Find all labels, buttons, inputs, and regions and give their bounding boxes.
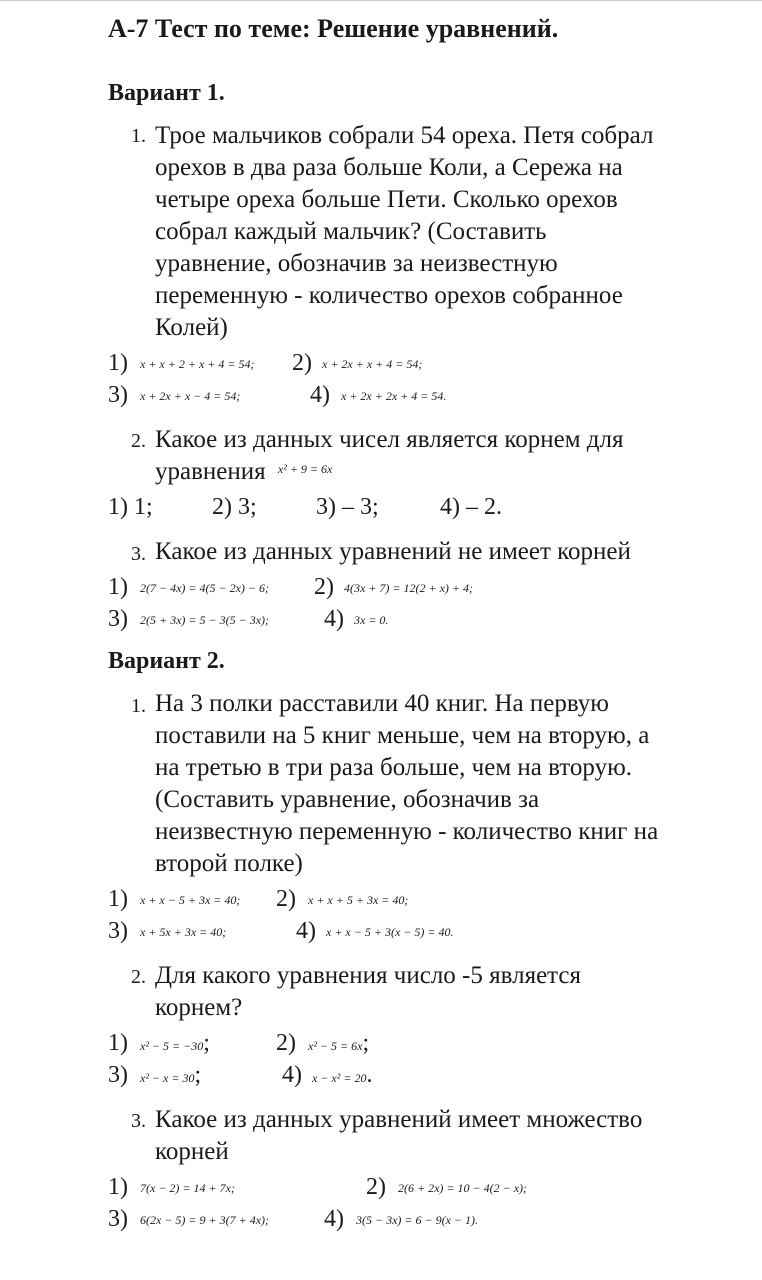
question-number: 3. <box>131 1110 146 1132</box>
option-number: 4) <box>324 1206 344 1232</box>
option-equation: x + x − 5 + 3x = 40; <box>140 893 241 907</box>
question-number: 1. <box>131 695 146 717</box>
option-equation: x − x² = 20. <box>312 1062 373 1088</box>
option-equation: x² − 5 = −30; <box>140 1030 210 1056</box>
option-equation: 7(x − 2) = 14 + 7x; <box>140 1181 235 1195</box>
option-equation: x + 2x + x − 4 = 54; <box>140 389 241 403</box>
option-equation: x² − x = 30; <box>140 1062 202 1088</box>
option-equation: 3(5 − 3x) = 6 − 9(x − 1). <box>356 1213 479 1227</box>
option-equation: 4(3x + 7) = 12(2 + x) + 4; <box>344 581 474 595</box>
option-equation: x + x + 5 + 3x = 40; <box>308 893 409 907</box>
option-text: 1) 1; <box>108 494 153 520</box>
option-text: 3) – 3; <box>316 494 379 520</box>
option-text: 2) 3; <box>212 494 257 520</box>
option-number: 4) <box>310 382 330 408</box>
option-equation: 2(7 − 4x) = 4(5 − 2x) − 6; <box>140 581 270 595</box>
option-equation: 3x = 0. <box>354 613 389 627</box>
option-number: 3) <box>108 382 128 408</box>
option-number: 3) <box>108 606 128 632</box>
question-text: Какое из данных чисел является корнем для уравнения $^{x^2 + 9 = 6x}$ <box>155 426 624 485</box>
option-number: 4) <box>296 918 316 944</box>
option-number: 3) <box>108 1206 128 1232</box>
option-equation: 6(2x − 5) = 9 + 3(7 + 4x); <box>140 1213 270 1227</box>
option-text: 4) – 2. <box>440 494 502 520</box>
question-text: Какое из данных уравнений имеет множество корней <box>155 1106 643 1165</box>
option-number: 1) <box>108 886 128 912</box>
variant-1-heading: Вариант 1. <box>108 80 225 106</box>
option-number: 1) <box>108 350 128 376</box>
option-equation: 2(6 + 2x) = 10 − 4(2 − x); <box>398 1181 528 1195</box>
option-equation: x + x + 2 + x + 4 = 54; <box>140 357 255 371</box>
option-number: 4) <box>282 1062 302 1088</box>
option-equation: x + x − 5 + 3(x − 5) = 40. <box>326 925 454 939</box>
question-number: 3. <box>131 543 146 565</box>
variant-2-heading: Вариант 2. <box>108 648 225 674</box>
option-equation: x² − 5 = 6x; <box>308 1030 370 1056</box>
option-number: 2) <box>366 1174 386 1200</box>
option-number: 2) <box>276 886 296 912</box>
question-number: 2. <box>131 430 146 452</box>
option-equation: x + 2x + 2x + 4 = 54. <box>341 389 447 403</box>
option-number: 3) <box>108 1062 128 1088</box>
option-number: 3) <box>108 918 128 944</box>
option-number: 1) <box>108 1174 128 1200</box>
question-text: Трое мальчиков собрали 54 ореха. Петя собрал орехов в два раза больше Коли, а Сережа на четыре ореха больше Пети. Сколько орехов собрал каждый мальчик? (Составить уравнение, обозначив за неизвестную переменную - количество орехов собранное Колей) <box>155 122 654 341</box>
option-number: 1) <box>108 574 128 600</box>
page-title: А-7 Тест по теме: Решение уравнений. <box>108 14 559 43</box>
option-equation: 2(5 + 3x) = 5 − 3(5 − 3x); <box>140 613 270 627</box>
question-number: 1. <box>131 125 146 147</box>
top-divider <box>0 0 762 1</box>
question-number: 2. <box>131 966 146 988</box>
option-number: 2) <box>314 574 334 600</box>
option-number: 1) <box>108 1030 128 1056</box>
question-text: На 3 полки расставили 40 книг. На первую поставили на 5 книг меньше, чем на вторую, а на третью в три раза больше, чем на вторую. (Составить уравнение, обозначив за неизвестную переменную - количество книг на второй полке) <box>155 690 659 877</box>
inline-equation: x² + 9 = 6x <box>277 462 333 476</box>
question-text: Для какого уравнения число -5 является корнем? <box>155 962 582 1021</box>
option-number: 2) <box>292 350 312 376</box>
option-number: 4) <box>324 606 344 632</box>
option-equation: x + 2x + x + 4 = 54; <box>322 357 423 371</box>
option-equation: x + 5x + 3x = 40; <box>140 925 227 939</box>
option-number: 2) <box>276 1030 296 1056</box>
question-text: Какое из данных уравнений не имеет корней <box>155 538 631 565</box>
